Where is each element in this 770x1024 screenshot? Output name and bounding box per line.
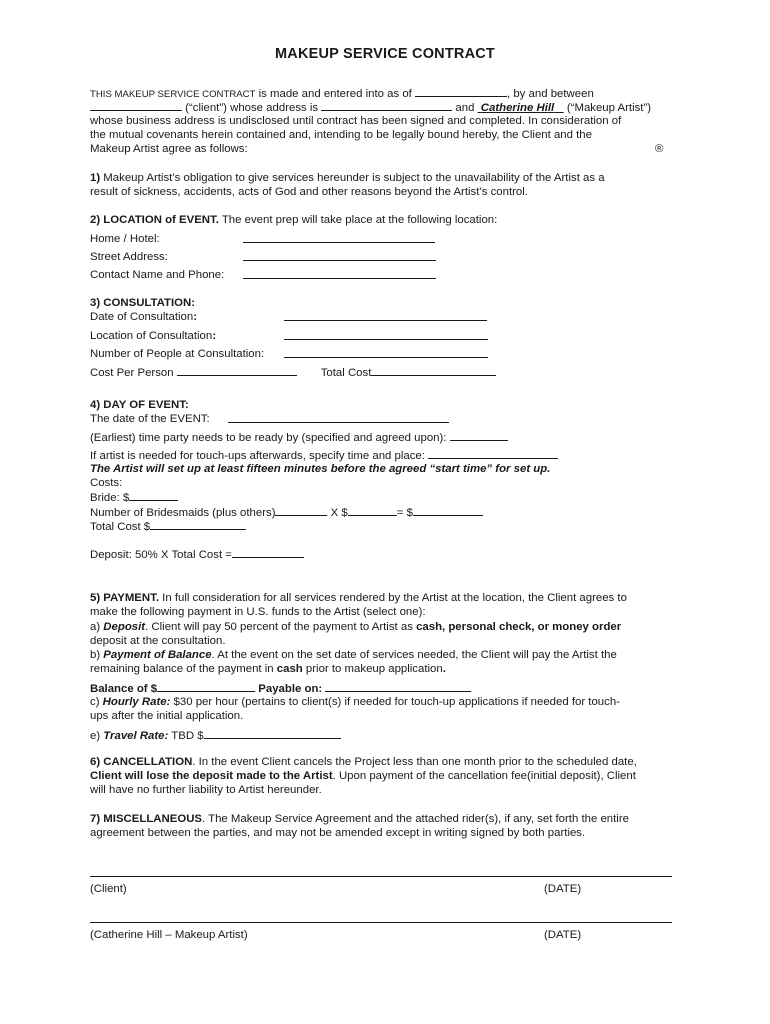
consultation-people-blank[interactable] (284, 347, 488, 358)
cost-per-person-blank[interactable] (177, 365, 297, 376)
event-date-blank[interactable] (228, 412, 449, 423)
consultation-date-row: Date of Consultation: (90, 310, 197, 324)
section-6-line-1: 6) CANCELLATION. In the event Client cancels the Project less than one month prior to the scheduled date, (90, 756, 637, 768)
client-address-blank[interactable] (321, 100, 452, 111)
option-c-line-2: ups after the initial application. (90, 710, 244, 722)
total-cost-row: Total Cost $ (90, 519, 246, 534)
section-4-heading: 4) DAY OF EVENT: (90, 399, 189, 411)
section-3-heading: 3) CONSULTATION: (90, 297, 196, 309)
bride-cost-row: Bride: $ (90, 490, 178, 505)
total-cost-blank[interactable] (150, 519, 246, 530)
section-7-line-1: 7) MISCELLANEOUS. The Makeup Service Agreement and the attached rider(s), if any, set forth the entire (90, 813, 629, 825)
home-hotel-row: Home / Hotel: (90, 232, 160, 246)
section-6-line-2: Client will lose the deposit made to the Artist. Upon payment of the cancellation fee(initial deposit), Client (90, 770, 636, 782)
option-b-line-2: remaining balance of the payment in cash prior to makeup application. (90, 663, 446, 675)
touchup-row: If artist is needed for touch-ups afterwards, specify time and place: (90, 448, 558, 463)
bridesmaids-count-blank[interactable] (275, 505, 327, 516)
balance-blank[interactable] (157, 681, 255, 692)
event-date-row: The date of the EVENT: (90, 412, 210, 426)
option-a-line-1: a) Deposit. Client will pay 50 percent of the payment to Artist as cash, personal check, or money order (90, 621, 622, 633)
home-hotel-blank[interactable] (243, 232, 435, 243)
contact-row: Contact Name and Phone: (90, 268, 224, 282)
consultation-location-row: Location of Consultation: (90, 329, 216, 343)
intro-line-4: the mutual covenants herein contained and, intending to be legally bound hereby, the Client and the (90, 129, 592, 141)
contract-date-blank[interactable] (415, 86, 507, 97)
registered-mark: ® (655, 143, 664, 155)
option-b-line-1: b) Payment of Balance. At the event on the set date of services needed, the Client will pay the Artist the (90, 649, 617, 661)
intro-line-3: whose business address is undisclosed until contract has been signed and completed. In consideration of (90, 115, 622, 127)
section-5-line-1: 5) PAYMENT. In full consideration for all services rendered by the Artist at the location, the Client agrees to (90, 592, 627, 604)
section-1-line-2: result of sickness, accidents, acts of God and other reasons beyond the Artist’s control. (90, 186, 528, 198)
client-signature-label: (Client) (90, 883, 127, 895)
option-a-line-2: deposit at the consultation. (90, 635, 226, 647)
travel-rate-blank[interactable] (204, 728, 341, 739)
consultation-date-blank[interactable] (284, 310, 487, 321)
intro-line-2: (“client”) whose address is and Catherine Hill (“Makeup Artist”) (90, 100, 651, 115)
consultation-total-blank[interactable] (371, 365, 496, 376)
artist-signature-line[interactable] (90, 922, 672, 923)
deposit-blank[interactable] (232, 547, 304, 558)
client-signature-line[interactable] (90, 876, 672, 877)
document-title: MAKEUP SERVICE CONTRACT (275, 46, 495, 62)
street-address-blank[interactable] (243, 250, 436, 261)
touchup-blank[interactable] (428, 448, 558, 459)
artist-name: Catherine Hill (480, 102, 555, 114)
street-address-row: Street Address: (90, 250, 168, 264)
option-c-line-1: c) Hourly Rate: $30 per hour (pertains to client(s) if needed for touch-up applications if needed for touch- (90, 696, 620, 708)
earliest-time-row: (Earliest) time party needs to be ready by (specified and agreed upon): (90, 430, 508, 445)
option-e-row: e) Travel Rate: TBD $ (90, 728, 341, 743)
bridesmaids-total-blank[interactable] (413, 505, 483, 516)
section-1-line-1: 1) Makeup Artist’s obligation to give services hereunder is subject to the unavailability of the Artist as a (90, 172, 605, 184)
consultation-cost-row: Cost Per Person Total Cost (90, 365, 496, 380)
payable-on-blank[interactable] (325, 681, 471, 692)
contact-blank[interactable] (243, 268, 436, 279)
consultation-people-row: Number of People at Consultation: (90, 347, 264, 361)
artist-date-label: (DATE) (544, 929, 582, 941)
artist-signature-label: (Catherine Hill – Makeup Artist) (90, 929, 248, 941)
intro-line-1: THIS MAKEUP SERVICE CONTRACT is made and entered into as of , by and between (90, 88, 594, 100)
section-7-line-2: agreement between the parties, and may not be amended except in writing signed by both parties. (90, 827, 586, 839)
consultation-location-blank[interactable] (284, 329, 488, 340)
deposit-row: Deposit: 50% X Total Cost = (90, 547, 304, 562)
section-5-line-2: make the following payment in U.S. funds to the Artist (select one): (90, 606, 426, 618)
bride-cost-blank[interactable] (129, 490, 178, 501)
client-name-blank[interactable] (90, 100, 182, 111)
client-date-label: (DATE) (544, 883, 582, 895)
intro-caps: THIS MAKEUP SERVICE CONTRACT (90, 89, 256, 100)
costs-label: Costs: (90, 477, 123, 489)
earliest-time-blank[interactable] (450, 430, 508, 441)
bridesmaid-rate-blank[interactable] (348, 505, 397, 516)
setup-note: The Artist will set up at least fifteen minutes before the agreed “start time” for set up. (90, 463, 551, 475)
balance-row: Balance of $ Payable on: (90, 681, 471, 696)
intro-line-5: Makeup Artist agree as follows: (90, 143, 248, 155)
section-2-heading-line: 2) LOCATION of EVENT. The event prep will take place at the following location: (90, 214, 498, 226)
section-6-line-3: will have no further liability to Artist hereunder. (90, 784, 322, 796)
bridesmaids-row: Number of Bridesmaids (plus others) X $ = $ (90, 505, 483, 520)
